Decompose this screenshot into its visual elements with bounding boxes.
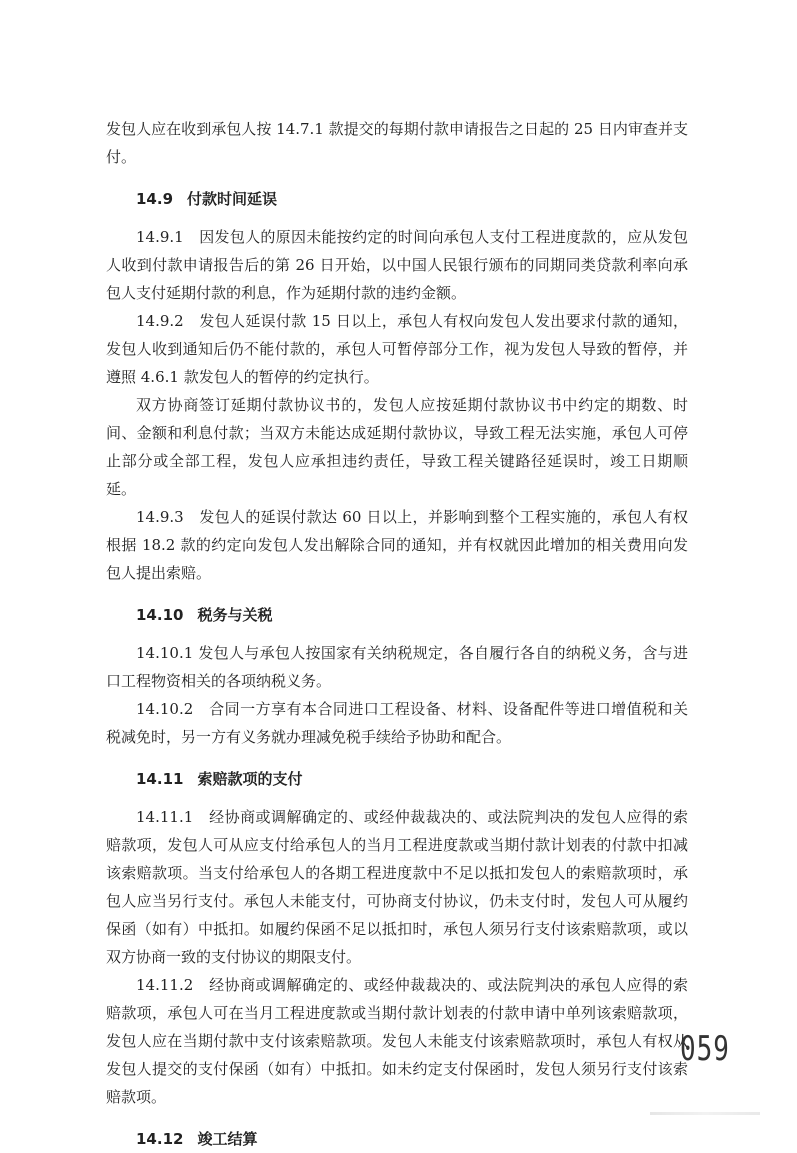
section-title: 索赔款项的支付 [197, 770, 303, 788]
document-body [106, 115, 688, 1153]
clause-paragraph: 双方协商签订延期付款协议书的，发包人应按延期付款协议书中约定的期数、时间、金额和利息付款；当双方未能达成延期付款协议，导致工程无法实施，承包人可停止部分或全部工程，发包人应承担违约责任，导致工程关键路径延误时，竣工日期顺延。 [106, 396, 688, 498]
section-number: 14.9 [136, 190, 174, 208]
section-title: 税务与关税 [197, 606, 273, 624]
section-heading [106, 185, 688, 213]
clause-paragraph: 14.9.3 发包人的延误付款达 60 日以上，并影响到整个工程实施的，承包人有权根据 18.2 款的约定向发包人发出解除合同的通知，并有权就因此增加的相关费用向发包人提出索赔。 [106, 508, 688, 582]
clause-paragraph: 14.11.1 经协商或调解确定的、或经仲裁裁决的、或法院判决的发包人应得的索赔款项，发包人可从应支付给承包人的当月工程进度款或当期付款计划表的付款中扣减该索赔款项。当支付给承包人的各期工程进度款中不足以抵扣发包人的索赔款项时，承包人应当另行支付。承包人未能支付，可协商支付协议，仍未支付时，发包人可从履约保函（如有）中抵扣。如履约保函不足以抵扣时，承包人须另行支付该索赔款项，或以双方协商一致的支付协议的期限支付。 [106, 808, 688, 966]
section-number: 14.12 [136, 1130, 184, 1148]
section-title: 竣工结算 [197, 1130, 258, 1148]
clause-paragraph: 14.9.1 因发包人的原因未能按约定的时间向承包人支付工程进度款的，应从发包人收到付款申请报告后的第 26 日开始，以中国人民银行颁布的同期同类贷款利率向承包人支付延期付款的利息，作为延期付款的违约金额。 [106, 228, 688, 302]
clause-paragraph: 14.10.1 发包人与承包人按国家有关纳税规定，各自履行各自的纳税义务，含与进口工程物资相关的各项纳税义务。 [106, 644, 688, 690]
clause-paragraph: 14.11.2 经协商或调解确定的、或经仲裁裁决的、或法院判决的承包人应得的索赔款项，承包人可在当月工程进度款或当期付款计划表的付款申请中单列该索赔款项，发包人应在当期付款中支付该索赔款项。发包人未能支付该索赔款项时，承包人有权从发包人提交的支付保函（如有）中抵扣。如未约定支付保函时，发包人须另行支付该索赔款项。 [106, 976, 688, 1106]
section-title: 付款时间延误 [187, 190, 278, 208]
section-number: 14.10 [136, 606, 184, 624]
section-number: 14.11 [136, 770, 184, 788]
section-heading [106, 765, 688, 793]
clause-paragraph: 14.9.2 发包人延误付款 15 日以上，承包人有权向发包人发出要求付款的通知，发包人收到通知后仍不能付款的，承包人可暂停部分工作，视为发包人导致的暂停，并遵照 4.6.1 款发包人的暂停的约定执行。 [106, 312, 688, 386]
section-heading [106, 1125, 688, 1153]
scan-edge-mark [650, 1112, 760, 1115]
page-number: 059 [680, 1030, 730, 1069]
clause-paragraph: 发包人应在收到承包人按 14.7.1 款提交的每期付款申请报告之日起的 25 日内审查并支付。 [106, 120, 688, 166]
section-heading [106, 601, 688, 629]
clause-paragraph: 14.10.2 合同一方享有本合同进口工程设备、材料、设备配件等进口增值税和关税减免时，另一方有义务就办理减免税手续给予协助和配合。 [106, 700, 688, 746]
